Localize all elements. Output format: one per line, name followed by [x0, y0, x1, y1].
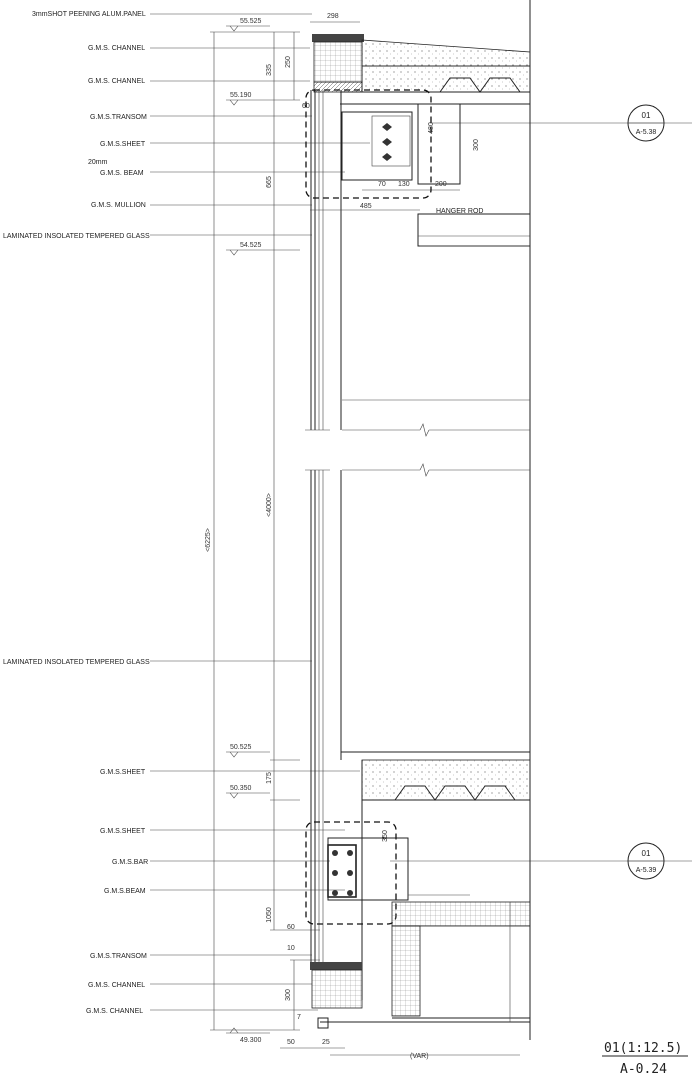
dim-60-top: 60	[302, 103, 310, 110]
overall-dimension-line	[210, 32, 320, 1030]
dim-1050: 1050	[266, 907, 273, 923]
level-markers	[226, 26, 270, 1033]
level-55-190: 55.190	[230, 92, 252, 99]
dim-60-low: 60	[287, 924, 295, 931]
dim-485: 485	[360, 203, 372, 210]
label-transom-low: G.M.S.TRANSOM	[90, 953, 147, 960]
dim-130: 130	[398, 181, 410, 188]
title-block	[602, 1041, 688, 1077]
label-channel-4: G.M.S. CHANNEL	[86, 1008, 144, 1015]
drawing-sheet: A-0.24	[620, 1062, 667, 1077]
callout-bottom[interactable]	[628, 843, 664, 879]
dim-350: 350	[382, 830, 389, 842]
callout-bottom-sheet: A-5.39	[635, 867, 657, 874]
label-hanger-rod: HANGER ROD	[436, 208, 484, 215]
level-50-350: 50.350	[230, 785, 252, 792]
level-54-525: 54.525	[240, 242, 262, 249]
dim-300-top: 300	[473, 139, 480, 151]
dim-10: 10	[287, 945, 295, 952]
callout-bottom-number: 01	[641, 849, 651, 858]
dim-7: 7	[297, 1014, 301, 1021]
label-transom-top: G.M.S.TRANSOM	[90, 114, 147, 121]
label-panel: 3mmSHOT PEENING ALUM.PANEL	[32, 11, 146, 18]
dim-25: 25	[322, 1039, 330, 1046]
level-50-525: 50.525	[230, 744, 252, 751]
callout-top-number: 01	[641, 111, 651, 120]
label-sheet-mid: G.M.S.SHEET	[100, 769, 146, 776]
label-bar: G.M.S.BAR	[112, 859, 149, 866]
level-49-300: 49.300	[240, 1037, 262, 1044]
leader-lines	[150, 14, 692, 1010]
dim-6225: <6225>	[205, 528, 212, 552]
bottom-floor	[310, 902, 530, 1028]
dim-300-low: 300	[285, 989, 292, 1001]
dim-665: 665	[266, 176, 273, 188]
label-glass-2: LAMINATED INSOLATED TEMPERED GLASS	[3, 659, 150, 666]
label-beam-low: G.M.S.BEAM	[104, 888, 146, 895]
level-55-525: 55.525	[240, 18, 262, 25]
label-mullion: G.M.S. MULLION	[91, 202, 146, 209]
dim-4000: <4000>	[266, 493, 273, 517]
label-glass-1: LAMINATED INSOLATED TEMPERED GLASS	[3, 233, 150, 240]
label-beam-top: G.M.S. BEAM	[100, 170, 144, 177]
label-channel-1: G.M.S. CHANNEL	[88, 45, 146, 52]
dim-250: 250	[285, 56, 292, 68]
break-lines	[342, 0, 530, 1040]
label-20mm: 20mm	[88, 159, 108, 166]
callout-top-sheet: A-5.38	[635, 129, 657, 136]
dim-50: 50	[287, 1039, 295, 1046]
top-connection-detail	[306, 90, 530, 246]
label-sheet-low: G.M.S.SHEET	[100, 828, 146, 835]
dim-175: 175	[266, 772, 273, 784]
dim-70: 70	[378, 181, 386, 188]
label-channel-3: G.M.S. CHANNEL	[88, 982, 146, 989]
dim-335: 335	[266, 64, 273, 76]
label-channel-2: G.M.S. CHANNEL	[88, 78, 146, 85]
dim-var: (VAR)	[410, 1053, 429, 1060]
dim-480: 480	[428, 122, 435, 134]
curtain-wall-mullion	[305, 90, 341, 965]
label-sheet-top: G.M.S.SHEET	[100, 141, 146, 148]
dim-200: 200	[435, 181, 447, 188]
drawing-title: 01(1:12.5)	[604, 1041, 683, 1056]
callout-top[interactable]	[628, 105, 664, 141]
lower-slab	[341, 752, 530, 1000]
dim-298: 298	[327, 13, 339, 20]
top-slab	[312, 34, 530, 104]
